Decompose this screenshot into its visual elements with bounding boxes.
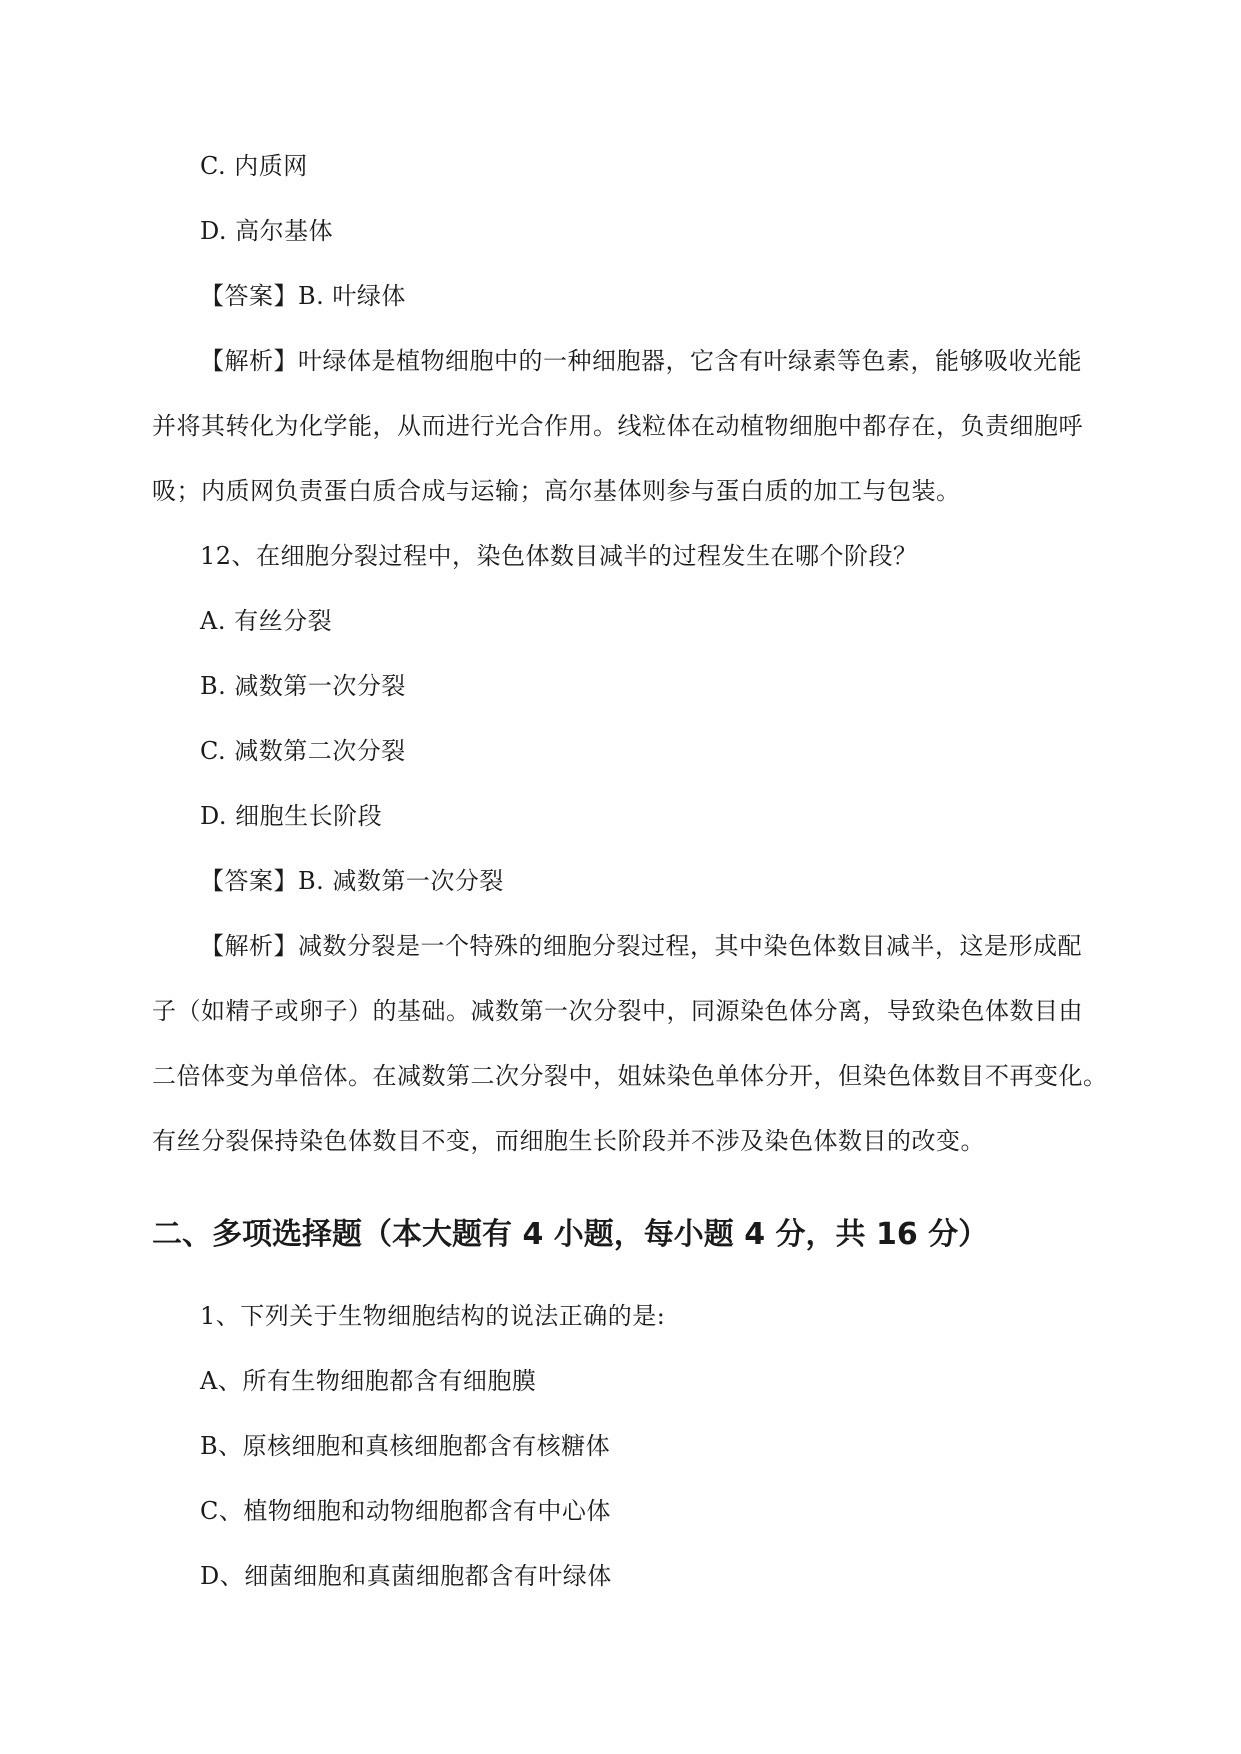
- q11-analysis-line-2: 并将其转化为化学能，从而进行光合作用。线粒体在动植物细胞中都存在，负责细胞呼: [152, 412, 1083, 440]
- q11-analysis-line-3: 吸；内质网负责蛋白质合成与运输；高尔基体则参与蛋白质的加工与包装。: [152, 477, 961, 505]
- mq1-option-d: D、细菌细胞和真菌细胞都含有叶绿体: [200, 1562, 612, 1590]
- q11-analysis-line-1: 【解析】叶绿体是植物细胞中的一种细胞器，它含有叶绿素等色素，能够吸收光能: [200, 347, 1082, 375]
- q11-answer: 【答案】B. 叶绿体: [200, 282, 406, 310]
- q12-option-d: D. 细胞生长阶段: [200, 802, 383, 830]
- mq1-option-b: B、原核细胞和真核细胞都含有核糖体: [200, 1432, 611, 1460]
- mq1-option-c: C、植物细胞和动物细胞都含有中心体: [200, 1497, 611, 1525]
- mq1-option-a: A、所有生物细胞都含有细胞膜: [200, 1367, 537, 1395]
- q12-analysis-line-1: 【解析】减数分裂是一个特殊的细胞分裂过程，其中染色体数目减半，这是形成配: [200, 932, 1082, 960]
- q12-option-c: C. 减数第二次分裂: [200, 737, 406, 765]
- q12-question: 12、在细胞分裂过程中，染色体数目减半的过程发生在哪个阶段？: [200, 542, 918, 570]
- q12-option-b: B. 减数第一次分裂: [200, 672, 406, 700]
- q11-option-d: D. 高尔基体: [200, 217, 334, 245]
- q11-option-c: C. 内质网: [200, 152, 308, 180]
- q12-answer: 【答案】B. 减数第一次分裂: [200, 867, 504, 895]
- q12-option-a: A. 有丝分裂: [200, 607, 333, 635]
- q12-analysis-line-4: 有丝分裂保持染色体数目不变，而细胞生长阶段并不涉及染色体数目的改变。: [152, 1127, 985, 1155]
- q12-analysis-line-3: 二倍体变为单倍体。在减数第二次分裂中，姐妹染色单体分开，但染色体数目不再变化。: [152, 1062, 1108, 1090]
- section-heading: 二、多项选择题（本大题有 4 小题，每小题 4 分，共 16 分）: [152, 1217, 989, 1252]
- mq1-question: 1、下列关于生物细胞结构的说法正确的是:: [200, 1302, 666, 1330]
- q12-analysis-line-2: 子（如精子或卵子）的基础。减数第一次分裂中，同源染色体分离，导致染色体数目由: [152, 997, 1083, 1025]
